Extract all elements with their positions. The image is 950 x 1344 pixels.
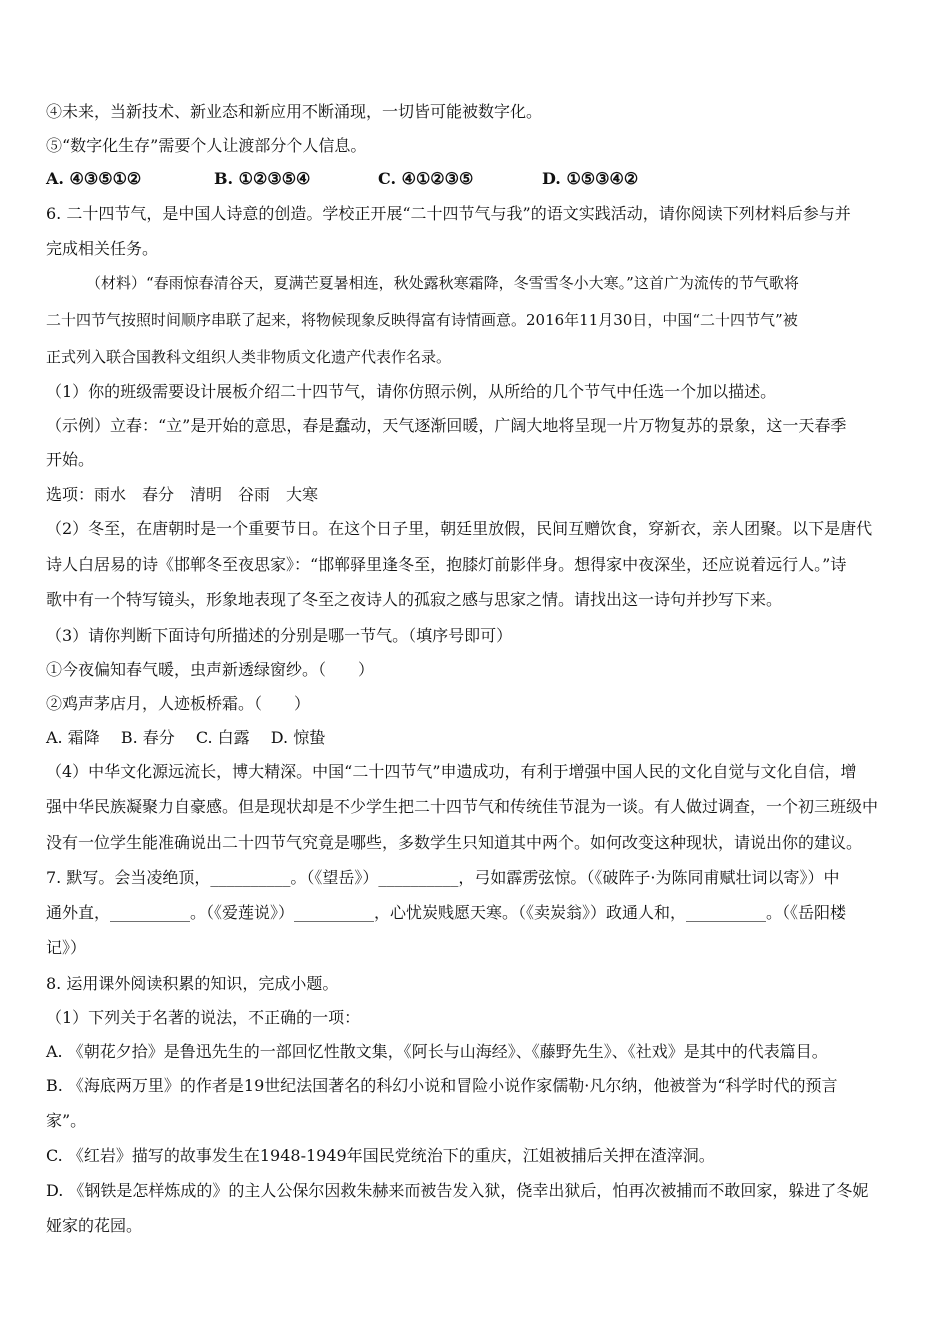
q6-part-4-cont: 强中华民族凝聚力自豪感。但是现状却是不少学生把二十四节气和传统佳节混为一谈。有人做过调查，一个初三班级中 [46,797,879,816]
q5-option-c: C. ④①②③⑤ [378,169,474,188]
q6-poem-2: ②鸡声茅店月，人迹板桥霜。（ ） [46,694,311,713]
q8-option-b-cont: 家”。 [46,1111,87,1130]
q5-option-a: A. ④③⑤①② [46,169,142,188]
q7-stem-cont2: 记》） [46,938,87,957]
q6-part-4-cont2: 没有一位学生能准确说出二十四节气究竟是哪些，多数学生只知道其中两个。如何改变这种现状，请说出你的建议。 [46,833,863,852]
q6-part-1: （1）你的班级需要设计展板介绍二十四节气，请你仿照示例，从所给的几个节气中任选一个加以描述。 [46,382,777,401]
q5-options [46,169,638,189]
q6-stem: 6. 二十四节气，是中国人诗意的创造。学校正开展“二十四节气与我”的语文实践活动，请你阅读下列材料后参与并 [46,204,851,223]
q6-part-2: （2）冬至，在唐朝时是一个重要节日。在这个日子里，朝廷里放假，民间互赠饮食，穿新衣，亲人团聚。以下是唐代 [46,519,873,538]
q8-option-b: B. 《海底两万里》的作者是19世纪法国著名的科幻小说和冒险小说作家儒勒·凡尔纳，他被誉为“科学时代的预言 [46,1076,838,1095]
q6-part-2-cont2: 歌中有一个特写镜头，形象地表现了冬至之夜诗人的孤寂之感与思家之情。请找出这一诗句并抄写下来。 [46,590,783,609]
q6-example-cont: 开始。 [46,450,95,469]
q8-option-c: C. 《红岩》描写的故事发生在1948-1949年国民党统治下的重庆，江姐被捕后关押在渣滓洞。 [46,1146,715,1165]
q8-part-1: （1）下列关于名著的说法，不正确的一项： [46,1008,361,1027]
q8-stem: 8. 运用课外阅读积累的知识，完成小题。 [46,974,339,993]
q8-option-a: A. 《朝花夕拾》是鲁迅先生的一部回忆性散文集，《阿长与山海经》、《藤野先生》、《社戏》是其中的代表篇目。 [46,1042,828,1061]
q6-stem-cont: 完成相关任务。 [46,239,159,258]
q6-material: （材料）“春雨惊春清谷天，夏满芒夏暑相连，秋处露秋寒霜降，冬雪雪冬小大寒。”这首广为流传的节气歌将 [86,274,799,292]
item-5: ⑤“数字化生存”需要个人让渡部分个人信息。 [46,136,367,155]
q8-option-d: D. 《钢铁是怎样炼成的》的主人公保尔因救朱赫来而被告发入狱，侥幸出狱后，怕再次被捕而不敢回家，躲进了冬妮 [46,1181,869,1200]
q6-poem-1: ①今夜偏知春气暖，虫声新透绿窗纱。（ ） [46,660,375,679]
q8-option-d-cont: 娅家的花园。 [46,1216,143,1235]
q5-option-d: D. ①⑤③④② [542,169,639,188]
q6-part-3-options: A. 霜降 B. 春分 C. 白露 D. 惊蛰 [46,728,326,747]
item-4: ④未来，当新技术、新业态和新应用不断涌现，一切皆可能被数字化。 [46,102,543,121]
q6-part-3: （3）请你判断下面诗句所描述的分别是哪一节气。（填序号即可） [46,626,513,645]
q6-choices: 选项：雨水 春分 清明 谷雨 大寒 [46,485,319,504]
q6-material-cont2: 正式列入联合国教科文组织人类非物质文化遗产代表作名录。 [46,348,452,366]
q7-stem: 7. 默写。会当凌绝顶，__________。（《望岳》）__________，弓如霹雳弦惊。（《破阵子·为陈同甫赋壮词以寄》）中 [46,868,840,887]
q6-material-cont: 二十四节气按照时间顺序串联了起来，将物候现象反映得富有诗情画意。2016年11月30日，中国“二十四节气”被 [46,311,798,329]
q6-example: （示例）立春：“立”是开始的意思，春是蠢动，天气逐渐回暖，广阔大地将呈现一片万物复苏的景象，这一天春季 [46,416,847,435]
q6-part-2-cont: 诗人白居易的诗《邯郸冬至夜思家》：“邯郸驿里逢冬至，抱膝灯前影伴身。想得家中夜深坐，还应说着远行人。”诗 [46,555,847,574]
q7-stem-cont: 通外直，__________。（《爱莲说》）__________，心忧炭贱愿天寒。（《卖炭翁》）政通人和，__________。（《岳阳楼 [46,903,847,922]
q6-part-4: （4）中华文化源远流长，博大精深。中国“二十四节气”申遗成功，有利于增强中国人民的文化自觉与文化自信，增 [46,762,857,781]
q5-option-b: B. ①②③⑤④ [214,169,311,188]
